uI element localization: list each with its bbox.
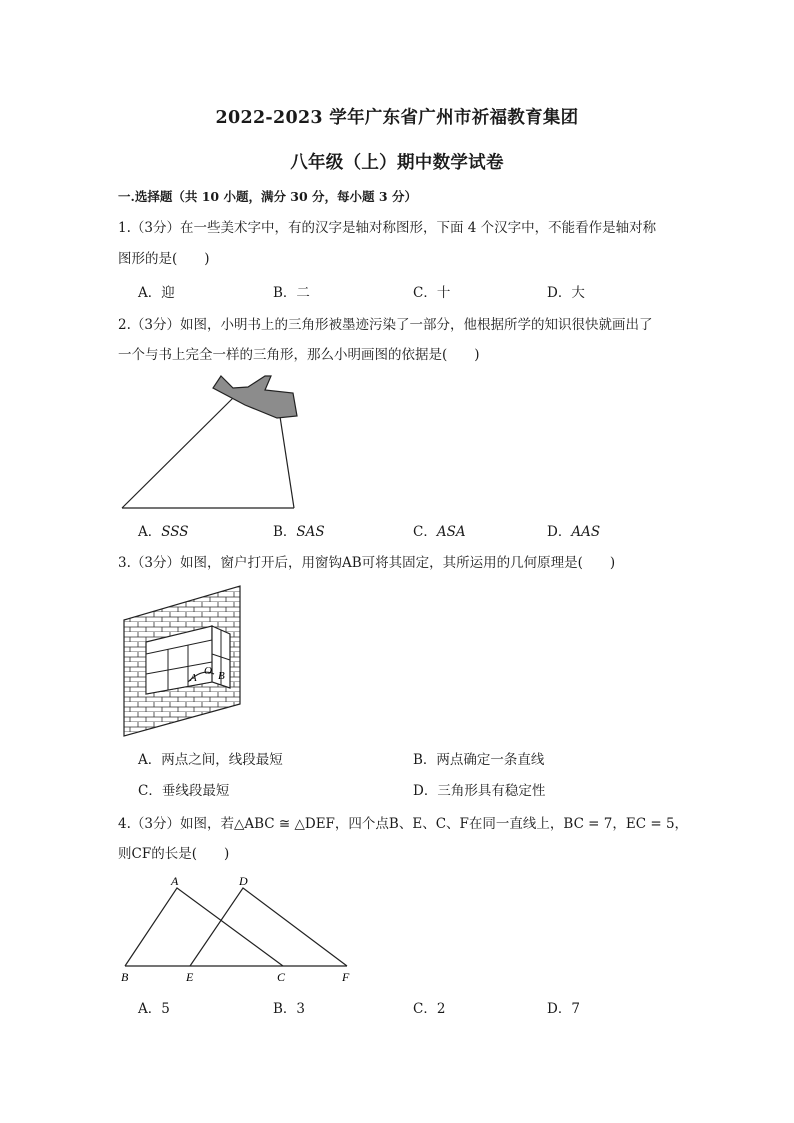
q1-option-b[interactable]: B．二 [273,285,310,301]
q2-option-a[interactable]: A．SSS [138,524,189,540]
q4-option-b[interactable]: B．3 [273,1001,306,1017]
label-b: B [121,970,129,984]
q1-option-a[interactable]: A．迎 [138,285,175,301]
q1-stem-line1: 1.（3分）在一些美术字中，有的汉字是轴对称图形，下面 4 个汉字中，不能看作是轴对称 [118,220,657,236]
triangle-def [190,888,347,966]
q3-stem-line1: 3.（3分）如图，窗户打开后，用窗钩AB可将其固定，其所运用的几何原理是( ) [118,555,616,571]
label-a: A [190,672,197,684]
q3-option-d[interactable]: D．三角形具有稳定性 [413,783,546,799]
q3-option-c[interactable]: C．垂线段最短 [138,783,230,799]
label-b: B [218,670,225,682]
triangle-left-side [122,398,233,508]
ink-blot [213,376,297,418]
label-f: F [342,970,350,984]
q2-stem-line2: 一个与书上完全一样的三角形，那么小明画图的依据是( ) [118,347,480,363]
q2-triangle-figure [115,368,305,513]
q4-option-c[interactable]: C．2 [413,1001,446,1017]
q4-stem-line1: 4.（3分）如图，若△ABC ≅ △DEF，四个点B、E、C、F在同一直线上，BC = 7，EC = 5， [118,816,689,832]
q2-option-d[interactable]: D．AAS [547,524,601,540]
section-heading: 一.选择题（共 10 小题，满分 30 分，每小题 3 分） [118,189,417,204]
label-c: C [277,970,286,984]
q3-option-a[interactable]: A．两点之间，线段最短 [138,752,283,768]
triangle-right-side [279,410,294,508]
q1-stem-line2: 图形的是( ) [118,251,210,267]
q2-option-c[interactable]: C．ASA [413,524,466,540]
q1-option-d[interactable]: D．大 [547,285,585,301]
label-a: A [171,874,179,888]
q1-option-c[interactable]: C．十 [413,285,451,301]
q2-option-b[interactable]: B．SAS [273,524,325,540]
label-d: D [239,874,248,888]
exam-title-line1: 2022-2023 学年广东省广州市祈福教育集团 [215,108,579,128]
label-o: O [204,665,212,677]
q4-triangles-figure [115,870,360,988]
q4-option-d[interactable]: D．7 [547,1001,580,1017]
q4-stem-line2: 则CF的长是( ) [118,846,230,862]
q2-stem-line1: 2.（3分）如图，小明书上的三角形被墨迹污染了一部分，他根据所学的知识很快就画出了 [118,317,653,333]
q4-option-a[interactable]: A．5 [138,1001,170,1017]
q3-option-b[interactable]: B．两点确定一条直线 [413,752,545,768]
exam-title-line2: 八年级（上）期中数学试卷 [290,153,504,173]
label-e: E [186,970,194,984]
q3-window-figure [118,582,248,740]
